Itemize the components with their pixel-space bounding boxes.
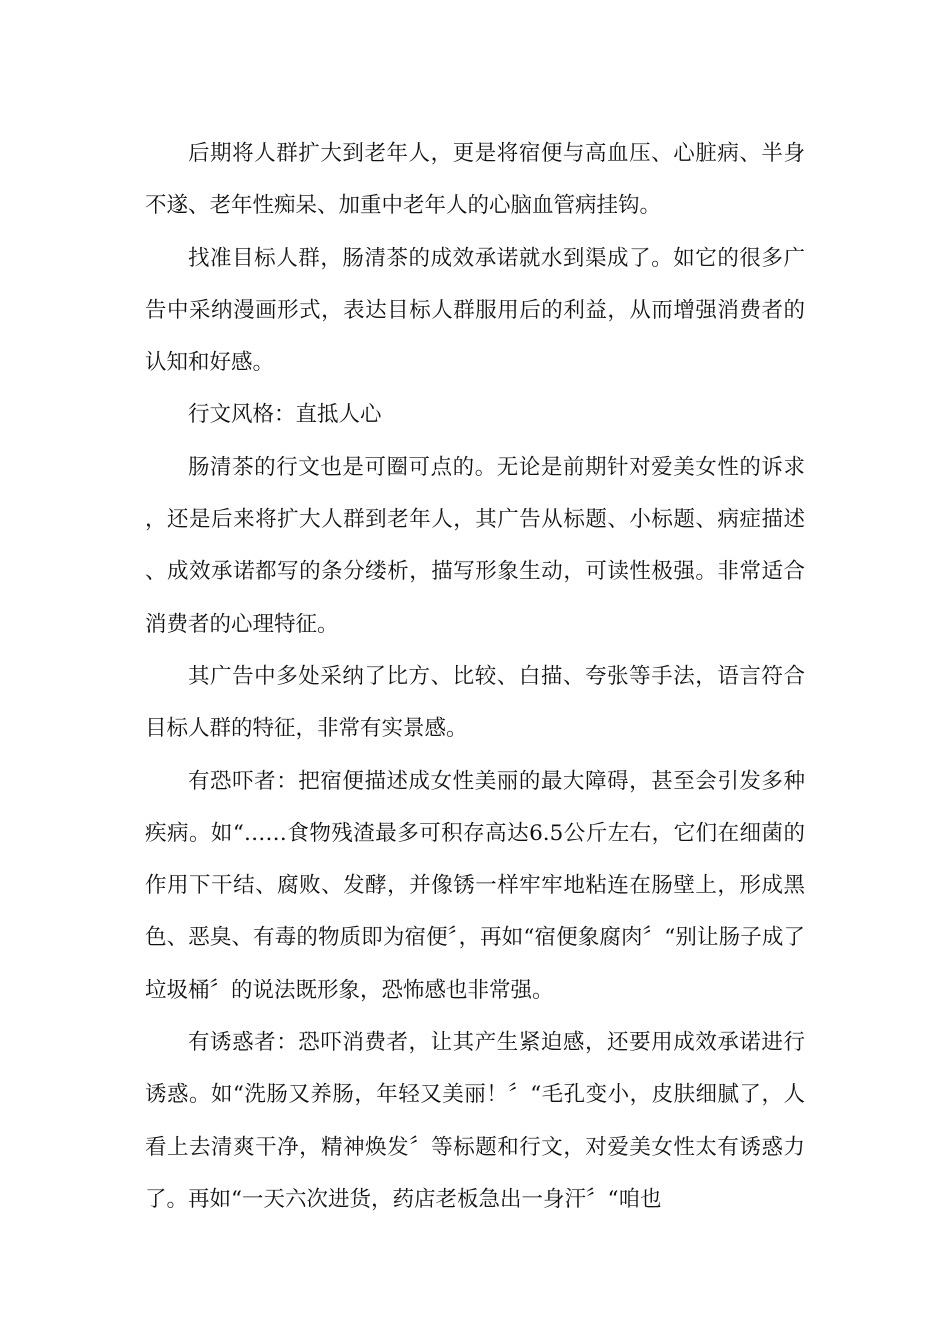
paragraph-elderly-expansion: 后期将人群扩大到老年人，更是将宿便与高血压、心脏病、半身不遂、老年性痴呆、加重中老年人的心脑血管病挂钩。 — [145, 141, 805, 219]
paragraph-rhetorical-devices: 其广告中多处采纳了比方、比较、白描、夸张等手法，语言符合目标人群的特征，非常有实景感。 — [145, 663, 805, 742]
section-heading-writing-style: 行文风格：直抵人心 — [188, 402, 382, 428]
paragraph-target-audience: 找准目标人群，肠清茶的成效承诺就水到渠成了。如它的很多广告中采纳漫画形式，表达目标人群服用后的利益，从而增强消费者的认知和好感。 — [145, 245, 805, 376]
paragraph-temptation-appeal: 有诱惑者：恐吓消费者，让其产生紧迫感，还要用成效承诺进行诱惑。如“洗肠又养肠，年轻又美丽！〞“毛孔变小，皮肤细腻了，人看上去清爽干净，精神焕发〞等标题和行文，对爱美女性太有诱惑力了。再如“一天六次进货，药店老板急出一身汗〞“咱也 — [145, 1030, 805, 1212]
document-body — [145, 128, 805, 1226]
paragraph-writing-quality: 肠清茶的行文也是可圈可点的。无论是前期针对爱美女性的诉求，还是后来将扩大人群到老年人，其广告从标题、小标题、病症描述、成效承诺都写的条分缕析，描写形象生动，可读性极强。非常适合消费者的心理特征。 — [145, 454, 805, 637]
paragraph-fear-appeal: 有恐吓者：把宿便描述成女性美丽的最大障碍，甚至会引发多种疾病。如“……食物残渣最多可积存高达6.5公斤左右，它们在细菌的作用下干结、腐败、发酵，并像锈一样牢牢地粘连在肠壁上，形成黑色、恶臭、有毒的物质即为宿便〞，再如“宿便象腐肉〞“别让肠子成了垃圾桶〞的说法既形象，恐怖感也非常强。 — [145, 768, 805, 1003]
